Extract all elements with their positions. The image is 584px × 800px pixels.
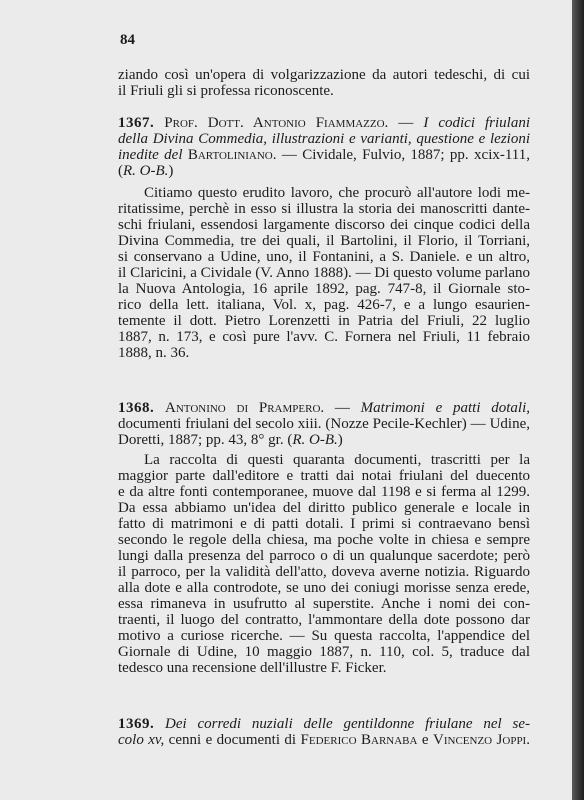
dash: — [388,115,424,131]
body-line: motivo a curiose ricerche. — Su questa raccolta, l'appendice del [118,628,530,644]
body-line: il parroco, per la validità dell'atto, doveva averne notizia. Riguardo [118,564,530,580]
paren: ) [168,163,174,179]
entry-text: . [526,732,530,748]
body-line: tedesco una recensione dell'illustre F. Ficker. [118,660,387,676]
entry-heading-line [118,163,530,179]
entry-title: Dei corredi nuziali delle gentildonne friulane nel se- [165,716,530,732]
paren: ) [337,432,343,448]
body-line: 1887, n. 173, e così pure l'avv. C. Fornera nel Friuli, 11 febraio [118,329,530,345]
body-line: essa rimaneva in usufrutto al superstite. Anche i nomi dei con- [118,596,530,612]
entry-heading-line [118,115,530,131]
body-line: 1888, n. 36. [118,345,190,361]
body-line: e da altre fonti contemporanee, muove dal 1198 e si ferma al 1299. [118,484,530,500]
entry-number: 1368. [118,400,155,416]
body-line: lungi dalla presenza del parroco o di un qualunque sacerdote; però [118,548,530,564]
body-line: Divina Commedia, tre dei quali, il Bartolini, il Florio, il Torriani, [118,233,530,249]
dash: — [324,400,361,416]
body-line: ritatissime, perchè in esso si illustra la storia dei manoscritti dante- [118,201,530,217]
entry-imprint: Doretti, 1887; pp. 43, 8° gr. ( [118,432,293,448]
entry-number: 1367. [118,115,155,131]
body-line: La raccolta di questi quaranta documenti, trascritti per la [144,452,530,468]
entry-heading-line [118,716,530,732]
book-gutter-shadow [572,0,584,800]
entry-author: Federico Barnaba [300,732,418,748]
entry-text: e [417,732,433,748]
entry-1368-body [118,452,530,676]
entry-author: Antonino di Prampero. [165,400,325,416]
body-line: si conservano a Udine, uno, il Fontanini, a S. Daniele. e un altro, [118,249,530,265]
entry-heading-line [118,732,530,748]
body-line: Da essa abbiamo un'idea del diritto publico generale e locale in [118,500,530,516]
body-line: maggior parte dall'editore e tratti dai notai friulani del duecento [118,468,530,484]
entry-1367 [118,115,530,179]
entry-author: Vincenzo Joppi [433,732,527,748]
entry-heading-line [118,400,530,416]
entry-number: 1369. [118,716,155,732]
body-line: la Nuova Antologia, 16 aprile 1892, pag. 747-8, il Giornale sto- [118,281,530,297]
entry-title: inedite del [118,147,188,163]
entry-1369 [118,716,530,748]
body-line: fatto di matrimoni e di patti dotali. I primi si contraevano bensì [118,516,530,532]
entry-imprint: — Cividale, Fulvio, 1887; pp. xcix-111, [281,147,530,163]
body-line: traenti, il luogo del contratto, l'ammontare della dote possono dar [118,612,530,628]
entry-heading-line [118,131,530,147]
body-line: alla dote e alla controdote, se uno dei coniugi morisse senza erede, [118,580,530,596]
entry-heading-line: documenti friulani del secolo xiii. (Nozze Pecile-Kechler) — Udine, [118,416,530,432]
entry-location: R. O-B. [123,163,169,179]
entry-title: della Divina Commedia, illustrazioni e varianti, questione e lezioni [118,131,530,147]
text-line: ziando così un'opera di volgarizzazione da autori tedeschi, di cui [118,67,530,83]
body-line: Citiamo questo erudito lavoro, che procurò all'autore lodi me- [144,185,530,201]
entry-1368 [118,400,530,448]
entry-title: I codici friulani [423,115,530,131]
body-line: temente il dott. Pietro Lorenzetti in Patria del Friuli, 22 luglio [118,313,530,329]
entry-title: colo xv, [118,732,165,748]
body-line: secondo le regole della chiesa, ma poche volte in chiesa e sempre [118,532,530,548]
body-line: rico della lett. italiana, Vol. x, pag. 426-7, e a lungo esaurien- [118,297,530,313]
paren: ( [118,163,123,179]
text-line: il Friuli gli si professa riconoscente. [118,83,334,99]
body-line: il Claricini, a Cividale (V. Anno 1888). — Di questo volume parlano [118,265,530,281]
entry-heading-line [118,432,530,448]
page-number: 84 [120,32,135,48]
entry-text: cenni e documenti di [164,732,301,748]
body-line: schi friulani, essendosi largamente discorso dei cinque codici della [118,217,530,233]
entry-location: R. O-B. [292,432,338,448]
intro-paragraph [118,67,530,99]
entry-author: Prof. Dott. Antonio Fiammazzo. [164,115,389,131]
entry-title: Matrimoni e patti dotali, [360,400,530,416]
entry-heading-line [118,147,530,163]
entry-1367-body [118,185,530,361]
body-line: Giornale di Udine, 10 maggio 1887, n. 110, col. 5, traduce dal [118,644,530,660]
entry-title-sc: Bartoliniano. [187,147,277,163]
